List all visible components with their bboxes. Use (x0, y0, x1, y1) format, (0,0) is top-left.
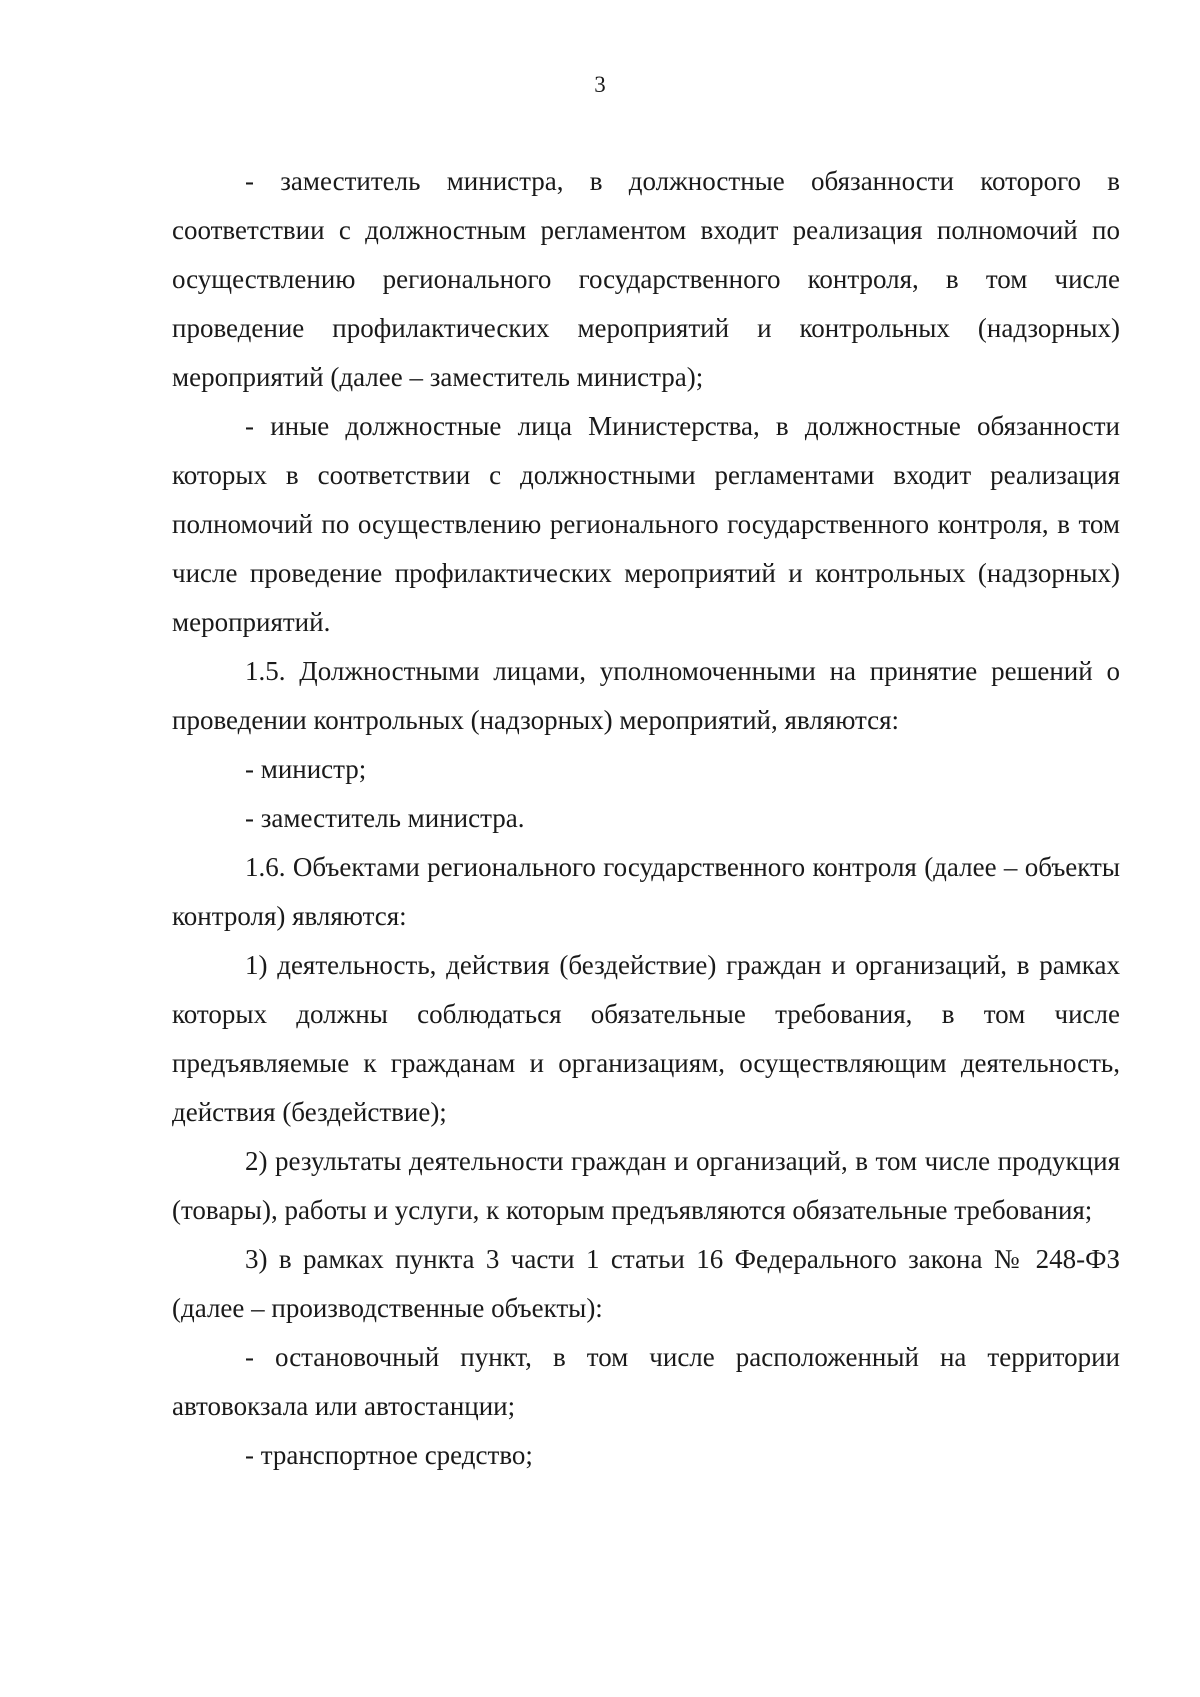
paragraph-stop-point: - остановочный пункт, в том числе расположенный на территории автовокзала или автостанции; (172, 1342, 1120, 1421)
paragraph-item-2-results: 2) результаты деятельности граждан и организаций, в том числе продукция (товары), работы и услуги, к которым предъявляются обязательные требования; (172, 1146, 1120, 1225)
paragraph-item-3-production-objects: 3) в рамках пункта 3 части 1 статьи 16 Федерального закона № 248-ФЗ (далее – производственные объекты): (172, 1244, 1120, 1323)
paragraph-1-5-decision-makers: 1.5. Должностными лицами, уполномоченными на принятие решений о проведении контрольных (надзорных) мероприятий, являются: (172, 656, 1120, 735)
page-number: 3 (594, 72, 606, 97)
paragraph-vehicle: - транспортное средство; (245, 1440, 533, 1470)
document-body (172, 157, 1120, 1480)
paragraph-1-6-control-objects: 1.6. Объектами регионального государственного контроля (далее – объекты контроля) являются: (172, 852, 1120, 931)
paragraph-deputy: - заместитель министра. (245, 803, 525, 833)
paragraph-other-officials: - иные должностные лица Министерства, в должностные обязанности которых в соответствии с должностными регламентами входит реализация полномочий по осуществлению регионального государственного контроля, в том числе проведение профилактических мероприятий и контрольных (надзорных) мероприятий. (172, 411, 1120, 637)
paragraph-deputy-minister: - заместитель министра, в должностные обязанности которого в соответствии с должностным регламентом входит реализация полномочий по осуществлению регионального государственного контроля, в том числе проведение профилактических мероприятий и контрольных (надзорных) мероприятий (далее – заместитель министра); (172, 166, 1120, 392)
paragraph-item-1-activity: 1) деятельность, действия (бездействие) граждан и организаций, в рамках которых должны соблюдаться обязательные требования, в том числе предъявляемые к гражданам и организациям, осуществляющим деятельность, действия (бездействие); (172, 950, 1120, 1127)
paragraph-minister: - министр; (245, 754, 367, 784)
